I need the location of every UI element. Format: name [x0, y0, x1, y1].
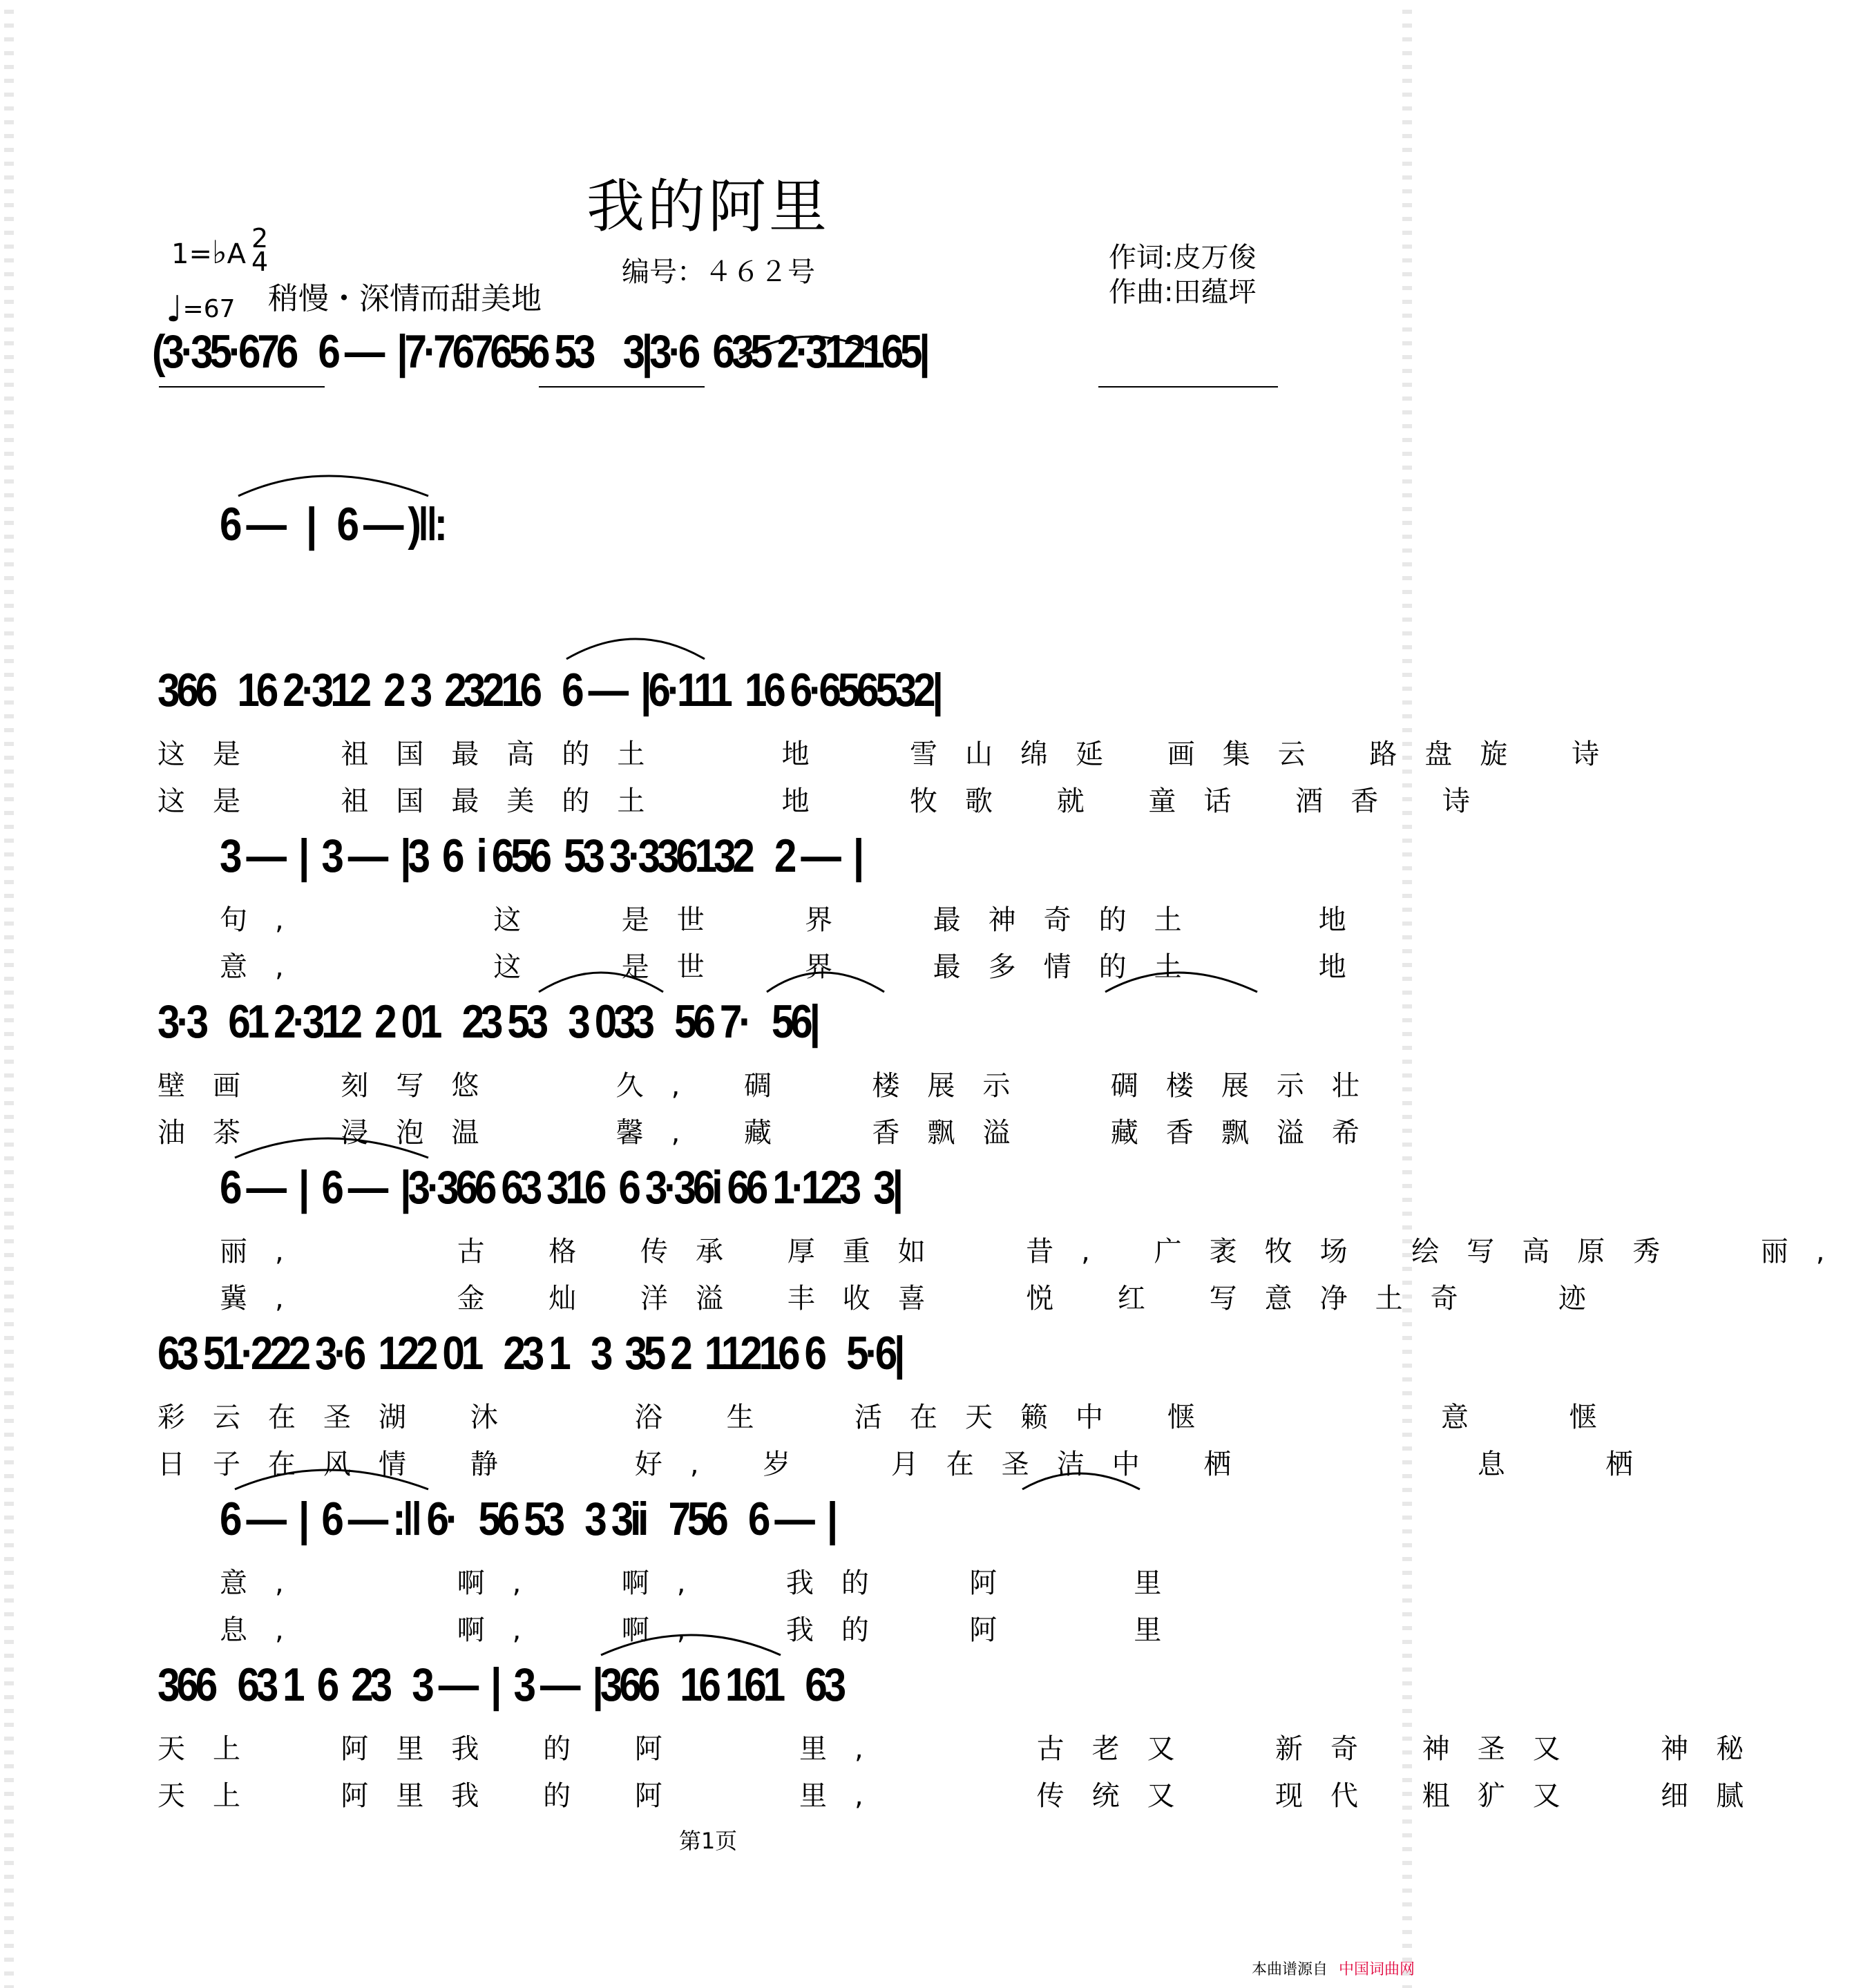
notes-line: 6 — | 6 — |3·366 63 316 6 3·36i 66 1·123 3| [220, 1161, 900, 1214]
lyrics-verse-1: 壁画 刻写悠 久, 碉 楼展示 碉楼展示壮 [157, 1070, 1387, 1102]
lyrics-verse-2: 油茶 浸泡温 馨, 藏 香飘溢 藏香飘溢希 [157, 1117, 1387, 1149]
notes-line: (3·35·676 6 — |7·767656 53 3|3·6 635 2·312165| [152, 325, 927, 378]
lyrics-verse-2: 意, 这 是世 界 最多情的土 地 [220, 951, 1374, 983]
lyrics-verse-1: 这是 祖国最高的土 地 雪山绵延 画集云 路盘旋 诗 [157, 738, 1627, 770]
credits [1109, 240, 1256, 309]
lyrics-verse-2: 息, 啊, 啊, 我的 阿 里 [220, 1614, 1190, 1646]
slur-arcs [0, 1658, 1416, 1741]
lyrics-verse-1: 丽, 古 格 传承 厚重如 昔, 广袤牧场 绘写高原秀 丽, [220, 1236, 1852, 1268]
notes-line: 366 63 1 6 23 3 — | 3 — |366 16 161 63 [157, 1659, 843, 1711]
source-label: 本曲谱源自 [1252, 1961, 1328, 1978]
system-4 [0, 829, 1416, 981]
slur-arcs [0, 325, 1416, 408]
lyrics-verse-2: 天上 阿里我 的 阿 里, 传统又 现代 粗犷又 细腻 [157, 1780, 1772, 1812]
notes-line: 3·3 61 2·312 2 01 23 53 3 033 56 7· 56| [157, 995, 817, 1048]
source-brand: 中国词曲网 [1339, 1961, 1415, 1978]
slur-arcs [0, 1160, 1416, 1243]
system-5 [0, 995, 1416, 1147]
slur-arcs [0, 497, 1416, 580]
page-number: 第1页 [678, 1828, 738, 1854]
notes-line: 366 16 2·312 2 3 23216 6 — |6·111 16 6·656532| [157, 664, 940, 716]
lyrics-verse-2: 日子在风情 静 好, 岁 月在圣洁中 栖 息 栖 [157, 1449, 1661, 1480]
flat-icon: ♭ [211, 233, 227, 271]
tempo-value: =67 [182, 295, 236, 323]
system-7 [0, 1326, 1661, 1480]
lyrics-verse-1: 天上 阿里我 的 阿 里, 古老又 新奇 神圣又 神秘 [157, 1733, 1772, 1765]
lyrics-verse-2: 冀, 金 灿 洋溢 丰收喜 悦 红 写意净土奇 迹 [220, 1283, 1614, 1315]
lyrics-verse-1: 彩云在圣湖 沐 浴 生 活在天籁中 惬 意 惬 [157, 1402, 1625, 1433]
system-8 [0, 1492, 1416, 1644]
key-signature [171, 233, 246, 271]
score-number: 编号：４６２号 [622, 256, 815, 288]
lyrics-verse-1: 句, 这 是世 界 最神奇的土 地 [220, 904, 1374, 936]
notes-line: 6 — | 6 — :‖ 6· 56 53 3 3ii 756 6 — | [220, 1493, 835, 1545]
system-1 [0, 325, 1416, 408]
key-prefix: 1= [171, 238, 212, 270]
song-title: 我的阿里 [586, 173, 830, 240]
slur-arcs [0, 1492, 1416, 1575]
time-top: 2 [251, 223, 269, 254]
notes-line: 63 51·222 3·6 122 01 23 1 3 35 2 11216 6 5·6| [157, 1327, 902, 1379]
expression-marking: 稍慢・深情而甜美地 [268, 281, 542, 316]
slur-arcs [0, 995, 1416, 1078]
notes-line: 3 — | 3 — |3 6 i 656 53 3·336132 2 — | [220, 830, 861, 882]
quarter-note-icon: ♩ [166, 289, 183, 330]
system-2 [0, 497, 1416, 580]
time-signature [251, 223, 269, 277]
lyricist: 作词:皮万俊 [1109, 242, 1257, 274]
lyrics-verse-2: 这是 祖国最美的土 地 牧歌 就 童话 酒香 诗 [157, 785, 1498, 817]
system-6 [0, 1160, 1852, 1315]
time-bottom: 4 [251, 247, 269, 277]
system-3 [0, 663, 1627, 817]
key-note: A [227, 238, 247, 270]
source-credit [1252, 1958, 1415, 1979]
lyrics-verse-1: 意, 啊, 啊, 我的 阿 里 [220, 1567, 1190, 1599]
system-9 [0, 1658, 1772, 1812]
slur-arcs [0, 663, 1416, 746]
notes-line: 6 — | 6 — )‖: [220, 498, 444, 551]
composer: 作曲:田蕴坪 [1109, 276, 1257, 308]
tempo-marking [166, 289, 236, 330]
